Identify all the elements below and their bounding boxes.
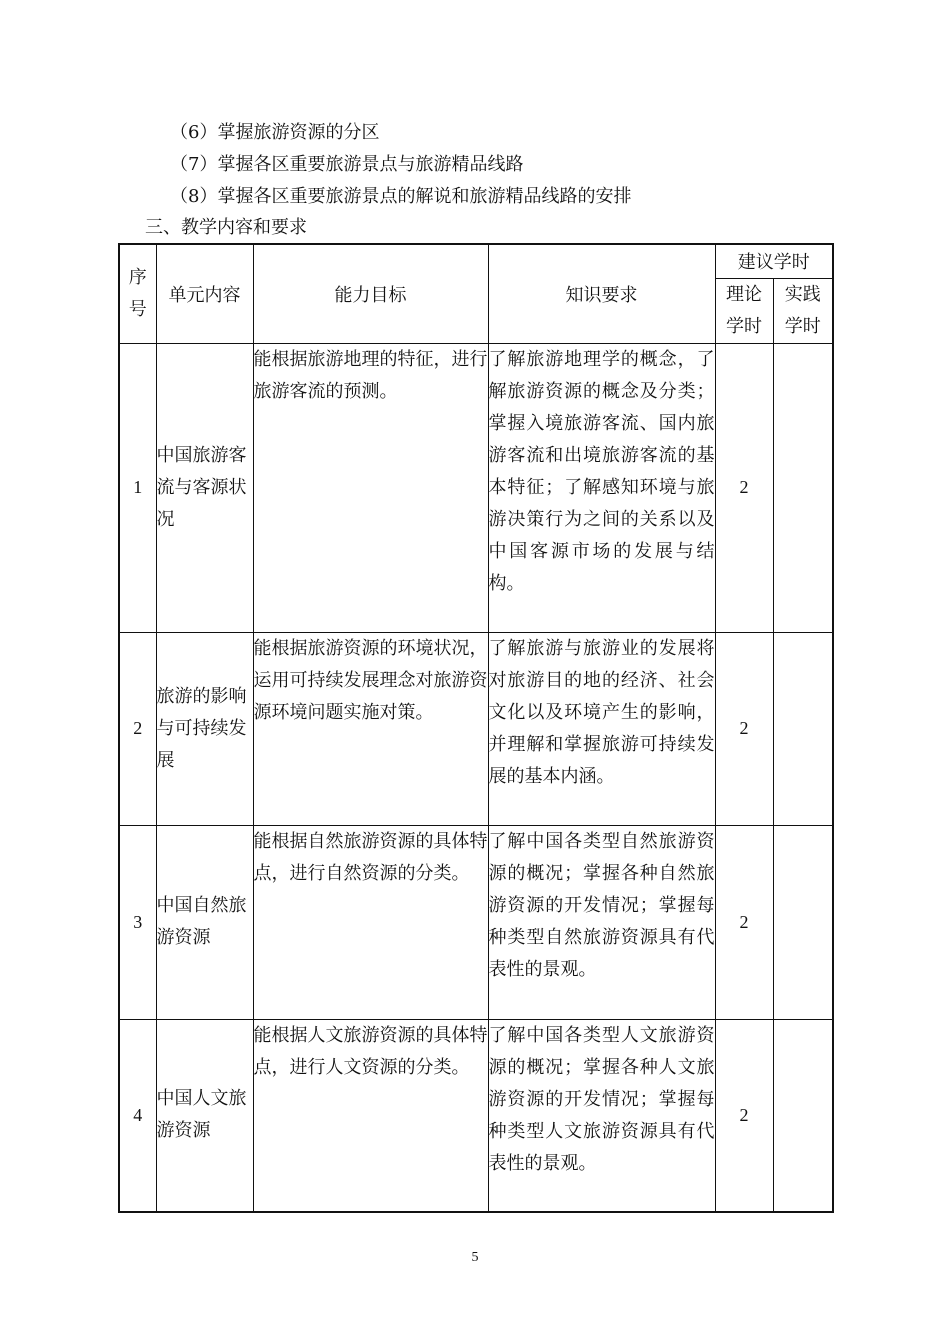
row-practice-hours (773, 343, 833, 632)
row-seq: 4 (119, 1019, 156, 1212)
row-ability: 能根据自然旅游资源的具体特点，进行自然资源的分类。 (253, 825, 488, 1019)
row-seq: 3 (119, 825, 156, 1019)
header-practice (773, 278, 833, 343)
row-theory-hours: 2 (715, 343, 773, 632)
row-theory-hours: 2 (715, 1019, 773, 1212)
row-unit: 中国旅游客流与客源状况 (156, 343, 253, 632)
row-ability: 能根据旅游地理的特征，进行旅游客流的预测。 (253, 343, 488, 632)
row-knowledge: 了解旅游地理学的概念，了解旅游资源的概念及分类；掌握入境旅游客流、国内旅游客流和出境旅游客流的基本特征；了解感知环境与旅游决策行为之间的关系以及中国客源市场的发展与结构。 (488, 343, 715, 632)
table-row (119, 632, 833, 825)
header-unit: 单元内容 (156, 244, 253, 343)
row-unit: 中国人文旅游资源 (156, 1019, 253, 1212)
objective-7: （7）掌握各区重要旅游景点与旅游精品线路 (170, 154, 524, 175)
objective-6: （6）掌握旅游资源的分区 (170, 122, 380, 143)
row-ability: 能根据旅游资源的环境状况，运用可持续发展理念对旅游资源环境问题实施对策。 (253, 632, 488, 825)
objective-8: （8）掌握各区重要旅游景点的解说和旅游精品线路的安排 (170, 186, 632, 207)
row-unit: 旅游的影响与可持续发展 (156, 632, 253, 825)
section-title: 三、教学内容和要求 (145, 217, 307, 238)
header-theory (715, 278, 773, 343)
header-seq-text: 序号 (128, 266, 147, 320)
row-knowledge: 了解中国各类型人文旅游资源的概况；掌握各种人文旅游资源的开发情况；掌握每种类型人文旅游资源具有代表性的景观。 (488, 1019, 715, 1212)
row-unit: 中国自然旅游资源 (156, 825, 253, 1019)
row-ability: 能根据人文旅游资源的具体特点，进行人文资源的分类。 (253, 1019, 488, 1212)
page-number: 5 (471, 1250, 479, 1265)
table-row (119, 343, 833, 632)
header-knowledge: 知识要求 (488, 244, 715, 343)
header-seq (119, 244, 156, 343)
header-hours: 建议学时 (715, 244, 833, 278)
row-seq: 2 (119, 632, 156, 825)
row-knowledge: 了解中国各类型自然旅游资源的概况；掌握各种自然旅游资源的开发情况；掌握每种类型自然旅游资源具有代表性的景观。 (488, 825, 715, 1019)
row-seq: 1 (119, 343, 156, 632)
header-practice-text: 实践学时 (784, 283, 821, 337)
curriculum-table (118, 243, 834, 1213)
row-knowledge: 了解旅游与旅游业的发展将对旅游目的地的经济、社会文化以及环境产生的影响，并理解和掌握旅游可持续发展的基本内涵。 (488, 632, 715, 825)
row-theory-hours: 2 (715, 825, 773, 1019)
header-ability: 能力目标 (253, 244, 488, 343)
header-theory-text: 理论学时 (726, 283, 762, 337)
row-practice-hours (773, 825, 833, 1019)
table-row (119, 1019, 833, 1212)
row-practice-hours (773, 632, 833, 825)
table-row (119, 825, 833, 1019)
row-theory-hours: 2 (715, 632, 773, 825)
row-practice-hours (773, 1019, 833, 1212)
